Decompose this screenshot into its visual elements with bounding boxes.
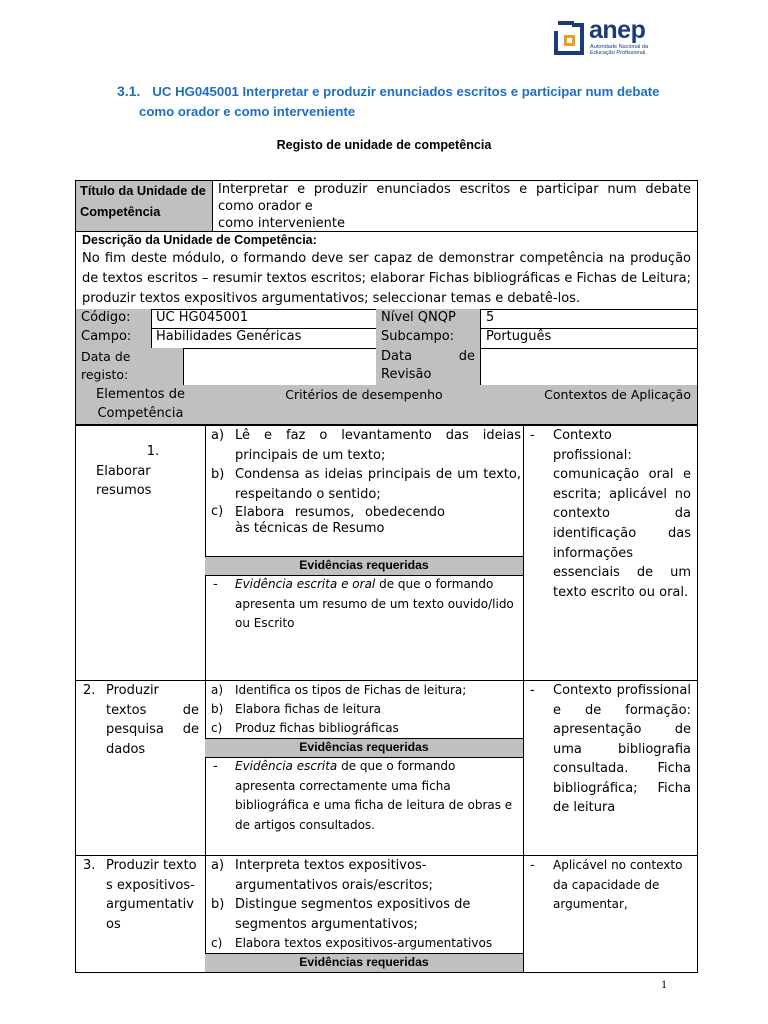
row3-criterios — [205, 855, 524, 954]
row1-evidencia-dash: - — [213, 577, 218, 592]
row2-criterio-b — [205, 700, 523, 719]
row3-criterio-a-mark: a) — [211, 858, 225, 873]
header-elementos-label: Elementos de Competência — [96, 387, 185, 421]
row1-criterios — [205, 425, 524, 557]
row1-criterio-b-text: Condensa as ideias principais de um texto, respeitando o sentido; — [235, 467, 521, 502]
codigo-label: Código: — [81, 310, 131, 325]
row1-criterio-a-mark: a) — [211, 428, 225, 443]
anep-logo-icon — [554, 19, 586, 55]
row1-evidencias-label: Evidências requeridas — [299, 558, 429, 572]
anep-logo — [554, 18, 654, 56]
titulo-value-1: Interpretar e produzir enunciados escritos e participar num debate como orador e — [218, 182, 691, 214]
page-subtitle: Registo de unidade de competência — [276, 138, 492, 152]
row2-criterio-a-mark: a) — [211, 683, 224, 697]
data-registo-label-cell — [75, 348, 184, 386]
row3-criterio-c-mark: c) — [211, 936, 223, 950]
codigo-label-cell — [75, 309, 152, 329]
descricao-cell — [75, 231, 698, 310]
row3-elemento — [75, 855, 206, 973]
section-number: 3.1. — [117, 83, 141, 99]
row3-criterio-a-text: Interpreta textos expositivos-argumentativos orais/escritos; — [235, 858, 433, 893]
nivel-value-cell — [480, 309, 698, 329]
row2-criterio-c-mark: c) — [211, 721, 223, 735]
codigo-value: UC HG045001 — [156, 310, 249, 325]
row3-criterio-b-mark: b) — [211, 897, 225, 912]
row2-criterio-c — [205, 719, 523, 738]
row1-criterio-c-mark: c) — [211, 504, 224, 519]
data-registo-label: Data de registo: — [81, 349, 131, 382]
subcampo-value-cell — [480, 328, 698, 349]
header-elementos — [75, 385, 206, 425]
row2-criterio-a-text: Identifica os tipos de Fichas de leitura; — [235, 683, 467, 697]
row2-evidencia-italic: Evidência escrita — [235, 759, 338, 773]
row2-contexto-dash: - — [530, 683, 535, 698]
logo-word: anep — [589, 16, 646, 44]
row2-evidencias-header — [205, 738, 524, 758]
campo-label-cell — [75, 328, 152, 349]
descricao-label: Descrição da Unidade de Competência: — [82, 233, 317, 247]
row2-evidencias-label: Evidências requeridas — [299, 740, 429, 754]
data-registo-value-cell — [183, 348, 377, 386]
row3-contexto — [523, 855, 698, 973]
descricao-text: No fim deste módulo, o formando deve ser capaz de demonstrar competência na produção de textos escritos – resumir textos escritos; elaborar Fichas bibliográficas e Fichas de Leitura; produzir textos expositivos argumentativos; seleccionar temas e debatê-los. — [82, 251, 691, 306]
row1-criterio-a-text: Lê e faz o levantamento das ideias principais de um texto; — [235, 428, 521, 463]
row3-criterio-b-text: Distingue segmentos expositivos de segmentos argumentativos; — [235, 897, 471, 932]
subcampo-value: Português — [486, 329, 552, 344]
row1-elemento — [75, 425, 206, 681]
row1-elemento-num: 1. — [146, 444, 160, 459]
row3-elemento-num: 3. — [83, 858, 96, 873]
titulo-value-cell — [212, 180, 698, 232]
row2-criterio-b-mark: b) — [211, 702, 224, 716]
codigo-value-cell — [151, 309, 377, 329]
row2-evidencia-rest: de que o formando apresenta correctamente uma ficha bibliográfica e uma ficha de leitura de obras e de artigos consultados. — [235, 759, 513, 832]
data-revisao-value-cell — [480, 348, 698, 386]
row2-elemento — [75, 680, 206, 856]
row2-criterio-b-text: Elabora fichas de leitura — [235, 702, 381, 716]
row1-evidencia — [205, 575, 524, 681]
row1-evidencia-rest: de que o formando apresenta um resumo de um texto ouvido/lido ou Escrito — [235, 577, 514, 630]
row2-elemento-num: 2. — [83, 683, 96, 698]
row3-criterio-c — [205, 934, 521, 954]
row2-evidencia — [205, 757, 524, 856]
subcampo-label: Subcampo: — [381, 329, 455, 344]
nivel-value: 5 — [486, 310, 495, 325]
nivel-label: Nível QNQP — [381, 310, 456, 325]
header-criterios-label: Critérios de desempenho — [285, 387, 443, 402]
row2-criterio-c-text: Produz fichas bibliográficas — [235, 721, 399, 735]
row3-contexto-dash: - — [530, 858, 535, 873]
row1-evidencias-header — [205, 556, 524, 576]
row3-contexto-text: Aplicável no contexto da capacidade de argumentar, — [553, 858, 683, 911]
header-contextos — [523, 385, 698, 425]
row1-criterio-c-text: Elabora resumos, obedecendo às técnicas de Resumo — [235, 505, 445, 536]
row1-criterio-a — [205, 426, 521, 465]
subcampo-label-cell — [376, 328, 481, 349]
row2-contexto-text: Contexto profissional e de formação: apresentação de uma bibliografia consultada. Ficha bibliográfica; Ficha de leitura — [553, 683, 691, 815]
logo-subtitle: Autoridade Nacional da Educação Profissional — [590, 44, 649, 56]
heading-line-2: como orador e como interveniente — [139, 104, 356, 119]
nivel-label-cell — [376, 309, 481, 329]
row3-elemento-text: Produzir textos expositivos-argumentativos — [106, 858, 197, 932]
row1-elemento-text: Elaborar resumos — [96, 463, 152, 498]
row1-criterio-b — [205, 465, 521, 504]
row3-evidencias-label: Evidências requeridas — [299, 955, 429, 969]
row1-contexto — [523, 425, 698, 681]
row2-criterio-a — [205, 681, 523, 700]
row1-contexto-dash: - — [530, 428, 535, 443]
row2-evidencia-dash: - — [213, 759, 218, 774]
row3-criterio-a — [205, 856, 521, 895]
header-contextos-label: Contextos de Aplicação — [544, 387, 691, 402]
section-heading — [117, 81, 660, 122]
row3-criterio-b — [205, 895, 521, 934]
titulo-value-2: como interveniente — [218, 216, 346, 231]
campo-value: Habilidades Genéricas — [156, 329, 302, 344]
row1-contexto-text: Contexto profissional: comunicação oral e escrita; aplicável no contexto da identificação das informações essenciais de um texto escrito ou oral. — [553, 428, 691, 600]
campo-value-cell — [151, 328, 377, 349]
data-revisao-label-cell — [376, 348, 481, 386]
heading-line-1: UC HG045001 Interpretar e produzir enunciados escritos e participar num debate — [152, 84, 660, 99]
titulo-label: Título da Unidade de Competência — [80, 183, 206, 219]
row2-criterios — [205, 680, 524, 739]
page-number: 1 — [661, 977, 667, 991]
row3-criterio-c-text: Elabora textos expositivos-argumentativos — [235, 936, 493, 950]
row2-contexto — [523, 680, 698, 856]
titulo-label-cell — [75, 180, 213, 232]
campo-label: Campo: — [81, 329, 132, 344]
data-revisao-label: Data de Revisão — [381, 349, 475, 382]
row1-evidencia-italic: Evidência escrita e oral — [235, 577, 376, 591]
row1-criterio-b-mark: b) — [211, 467, 225, 482]
row1-criterio-c — [205, 504, 445, 537]
row3-evidencias-header — [205, 953, 524, 973]
row2-elemento-text: Produzir textos de pesquisa de dados — [106, 683, 199, 757]
header-criterios — [205, 385, 524, 425]
